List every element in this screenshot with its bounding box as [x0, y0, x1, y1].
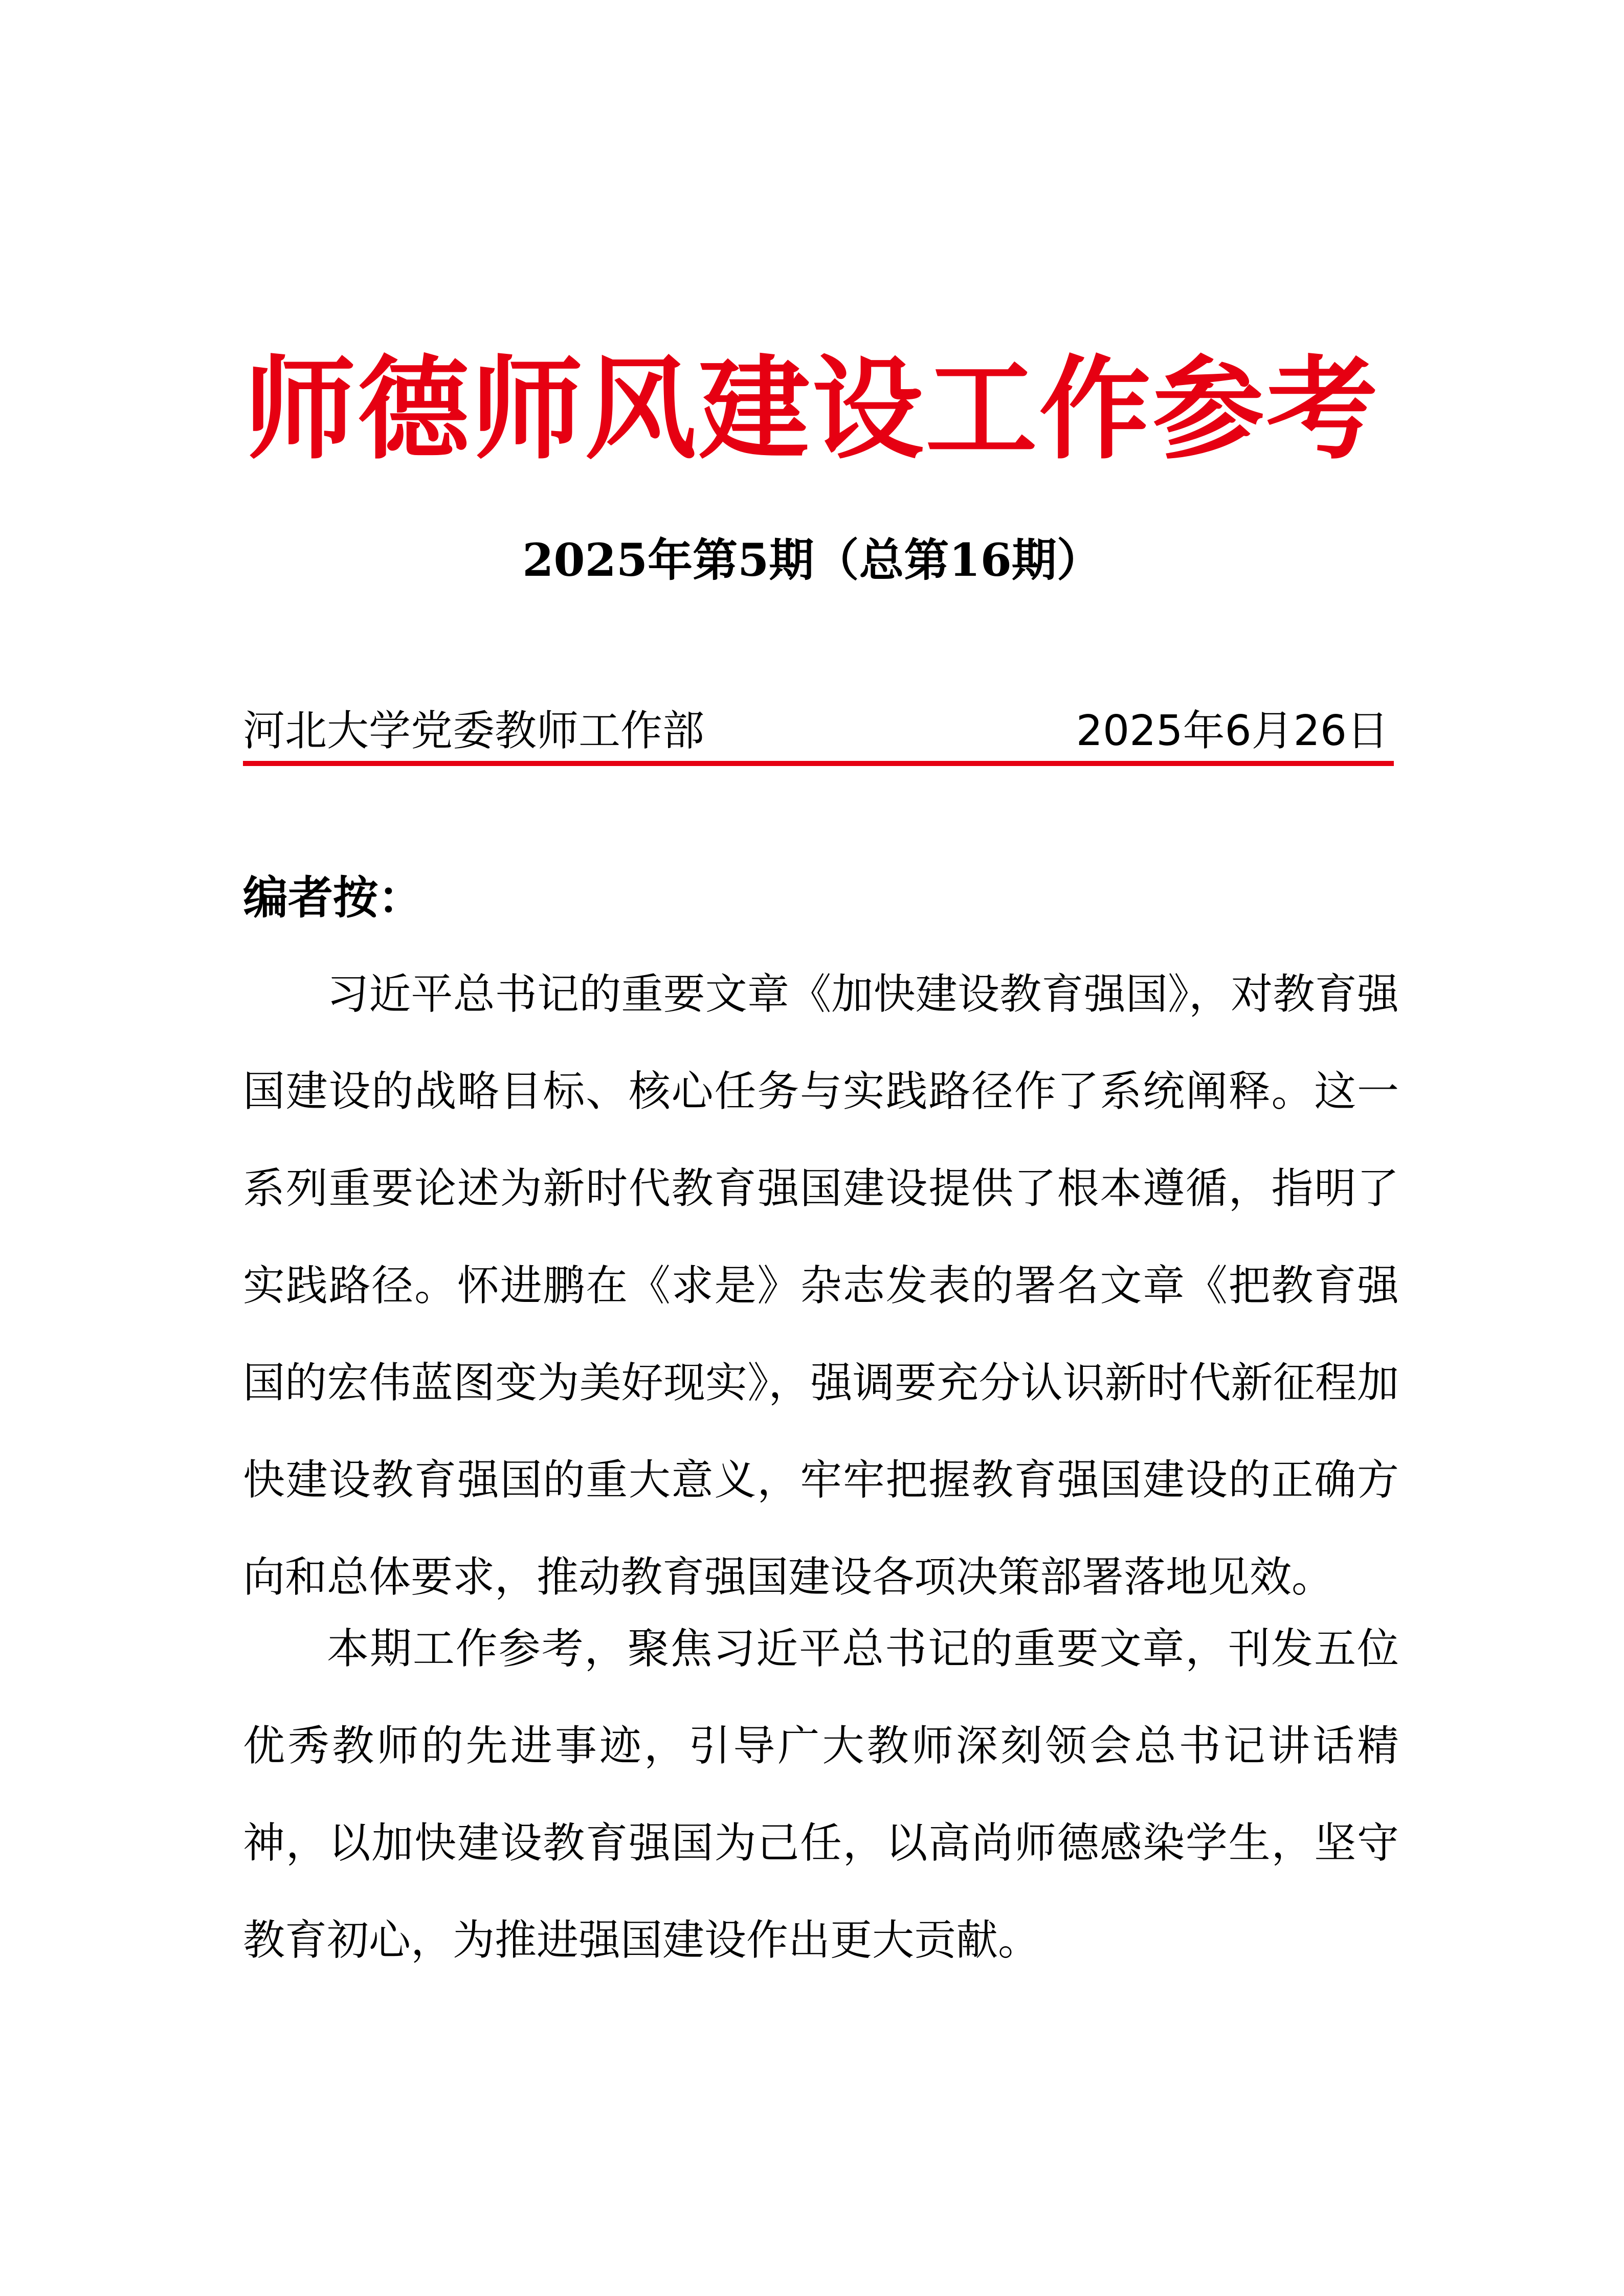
editor-note-paragraph-2: 本期工作参考，聚焦习近平总书记的重要文章，刊发五位优秀教师的先进事迹，引导广大教师深刻领会总书记讲话精神，以加快建设教育强国为己任，以高尚师德感染学生，坚守教育初心，为推进强国建设作出更大贡献。 [243, 1625, 1399, 1965]
editor-note-heading: 编者按： [243, 871, 424, 924]
issue-number: 2025年第5期（总第16期） [522, 533, 1102, 587]
publish-date: 2025年6月26日 [1076, 707, 1389, 755]
editor-note-paragraph-1: 习近平总书记的重要文章《加快建设教育强国》，对教育强国建设的战略目标、核心任务与实践路径作了系统阐释。这一系列重要论述为新时代教育强国建设提供了根本遵循，指明了实践路径。怀进鹏在《求是》杂志发表的署名文章《把教育强国的宏伟蓝图变为美好现实》，强调要充分认识新时代新征程加快建设教育强国的重大意义，牢牢把握教育强国建设的正确方向和总体要求，推动教育强国建设各项决策部署落地见效。 [243, 970, 1399, 1602]
masthead-title: 师德师风建设工作参考 [244, 344, 1380, 475]
header-divider [243, 761, 1394, 766]
publisher-name: 河北大学党委教师工作部 [243, 707, 705, 755]
publisher-row [243, 703, 1394, 759]
